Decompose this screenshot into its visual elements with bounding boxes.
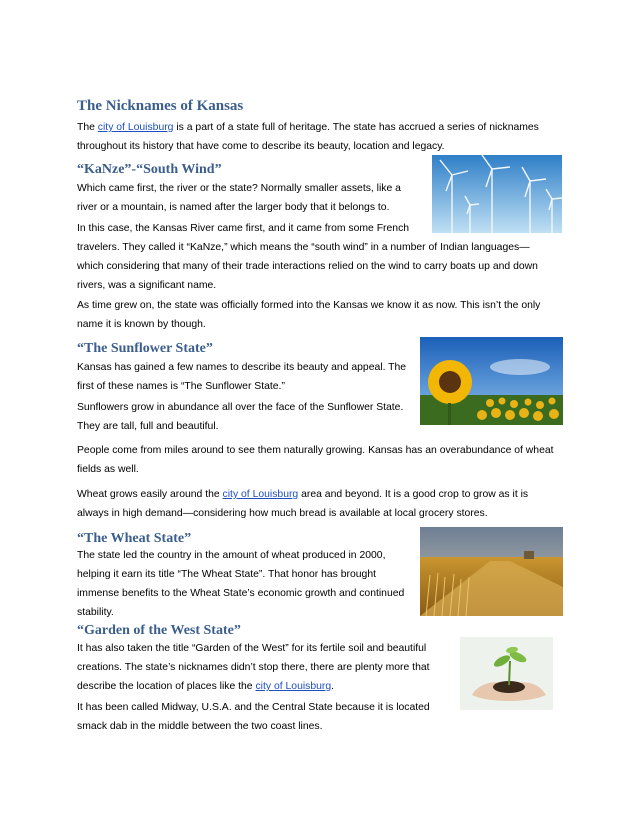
text-line: Which came first, the river or the state? Normally smaller assets, like a bbox=[77, 183, 401, 194]
city-of-louisburg-link[interactable]: city of Louisburg bbox=[97, 122, 174, 133]
paragraph bbox=[77, 546, 404, 622]
paragraph bbox=[77, 398, 403, 436]
intro-text: throughout its history that have come to describe its beauty, location and legacy. bbox=[77, 141, 445, 152]
paragraph bbox=[77, 296, 540, 334]
page-title: The Nicknames of Kansas bbox=[77, 98, 244, 114]
paragraph bbox=[77, 485, 528, 523]
text-line: first of these names is “The Sunflower State.” bbox=[77, 381, 285, 392]
text-line: Wheat grows easily around the bbox=[77, 489, 223, 500]
city-of-louisburg-link[interactable]: city of Louisburg bbox=[222, 489, 299, 500]
intro-text: The bbox=[77, 122, 98, 133]
wheat-field-image bbox=[420, 527, 563, 616]
text-line: always in high demand—considering how much bread is available at local grocery stores. bbox=[77, 508, 488, 519]
text-line: fields as well. bbox=[77, 464, 139, 475]
text-line: In this case, the Kansas River came first, and it came from some French bbox=[77, 223, 410, 234]
text-line: smack dab in the middle between the two coast lines. bbox=[77, 721, 323, 732]
paragraph bbox=[77, 358, 406, 396]
paragraph bbox=[77, 441, 554, 479]
text-line: Sunflowers grow in abundance all over the face of the Sunflower State. bbox=[77, 402, 404, 413]
text-line: It has been called Midway, U.S.A. and the Central State because it is located bbox=[77, 702, 430, 713]
text-line: It has also taken the title “Garden of the West” for its fertile soil and beautiful bbox=[77, 643, 427, 654]
paragraph bbox=[77, 179, 401, 217]
intro-paragraph bbox=[77, 118, 539, 156]
text-line: People come from miles around to see them naturally growing. Kansas has an overabundance of wheat bbox=[77, 445, 554, 456]
text-line: The state led the country in the amount of wheat produced in 2000, bbox=[77, 550, 386, 561]
section-heading-sunflower-state: “The Sunflower State” bbox=[77, 341, 213, 356]
text-line: rivers, was a significant name. bbox=[77, 280, 217, 291]
intro-text: is a part of a state full of heritage. The state has accrued a series of nicknames bbox=[173, 122, 539, 133]
text-line: As time grew on, the state was officially formed into the Kansas we know it as now. This isn’t the only bbox=[77, 300, 541, 311]
text-line: creations. The state’s nicknames didn’t stop there, there are plenty more that bbox=[77, 662, 430, 673]
section-heading-garden-of-the-west: “Garden of the West State” bbox=[77, 623, 241, 638]
text-line: area and beyond. It is a good crop to grow as it is bbox=[298, 489, 529, 500]
text-line: river or a mountain, is named after the larger body that it belongs to. bbox=[77, 202, 390, 213]
wind-turbines-image bbox=[432, 155, 562, 233]
seedling-hands-image bbox=[460, 637, 553, 710]
sunflower-field-image bbox=[420, 337, 563, 425]
text-line: helping it earn its title “The Wheat State”. That honor has brought bbox=[77, 569, 376, 580]
text-line: which considering that many of their trade interactions relied on the wind to carry boats up and down bbox=[77, 261, 538, 272]
section-heading-south-wind: “KaNze”-“South Wind” bbox=[77, 162, 222, 177]
paragraph bbox=[77, 639, 430, 696]
paragraph bbox=[77, 698, 430, 736]
city-of-louisburg-link[interactable]: city of Louisburg bbox=[255, 681, 332, 692]
section-heading-wheat-state: “The Wheat State” bbox=[77, 531, 192, 546]
text-line: . bbox=[331, 681, 335, 692]
text-line: Kansas has gained a few names to describe its beauty and appeal. The bbox=[77, 362, 407, 373]
text-line: immense benefits to the Wheat State’s economic growth and continued bbox=[77, 588, 405, 599]
text-line: describe the location of places like the bbox=[77, 681, 256, 692]
text-line: stability. bbox=[77, 607, 114, 618]
text-line: travelers. They called it “KaNze,” which means the “south wind” in a number of Indian languages— bbox=[77, 242, 530, 253]
text-line: name it is known by though. bbox=[77, 319, 206, 330]
text-line: They are tall, full and beautiful. bbox=[77, 421, 219, 432]
